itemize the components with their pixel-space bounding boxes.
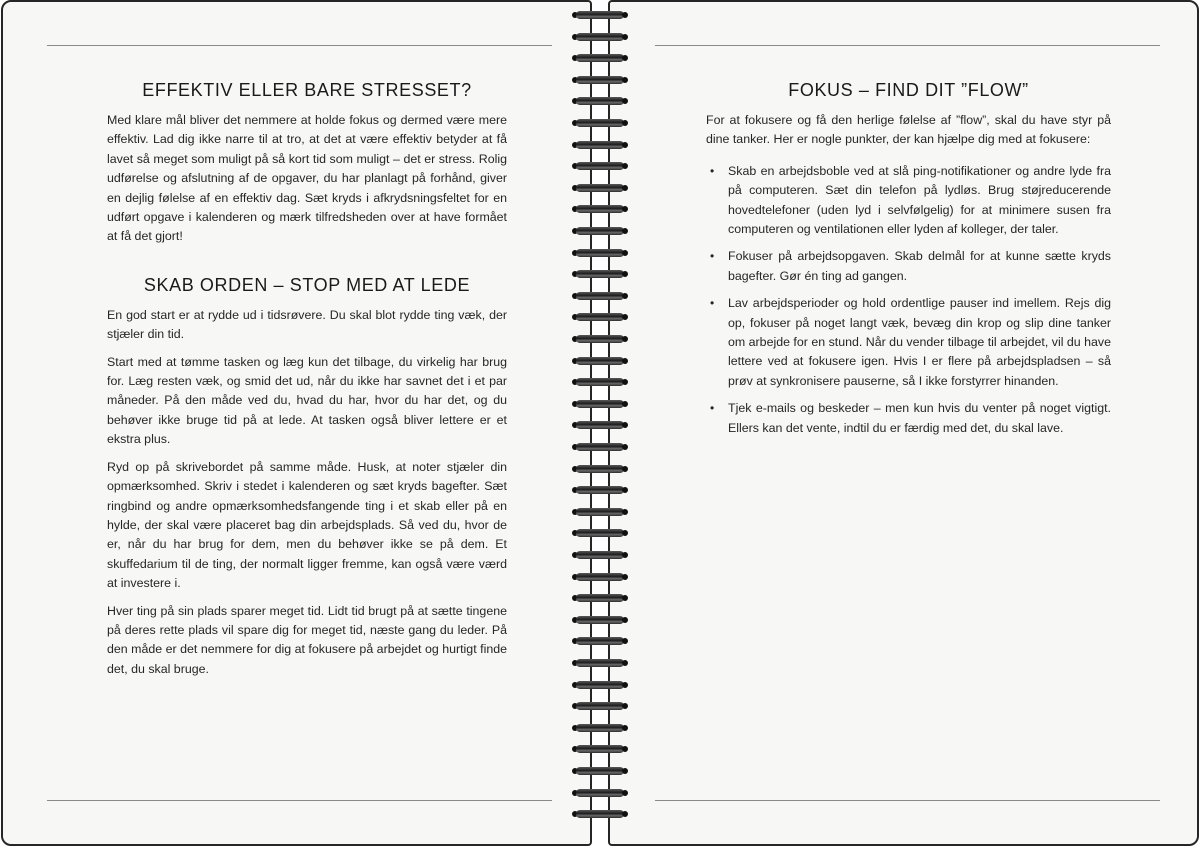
coil-wire (576, 724, 624, 732)
coil-wire (576, 443, 624, 451)
coil-wire (576, 184, 624, 192)
binding-hole (622, 487, 628, 493)
binding-hole (622, 250, 628, 256)
spiral-coil (572, 464, 628, 475)
bullet-icon: • (710, 296, 715, 311)
binding-hole (622, 617, 628, 623)
spiral-coil (572, 485, 628, 496)
left-page (1, 0, 592, 846)
binding-hole (622, 142, 628, 148)
spiral-coil (572, 701, 628, 712)
coil-wire (576, 529, 624, 537)
spiral-coil (572, 615, 628, 626)
binding-hole (622, 401, 628, 407)
coil-wire (576, 249, 624, 257)
coil-wire (576, 54, 624, 62)
spiral-coil (572, 593, 628, 604)
list-item (706, 294, 1111, 391)
coil-wire (576, 486, 624, 494)
spiral-coil (572, 809, 628, 820)
list-item-text: Lav arbejdsperioder og hold ordentlige pauser ind imellem. Rejs dig op, fokuser på noget langt væk, bevæg din krop og slip dine tanker om arbejde for en stund. Når du vender tilbage til arbejdet, vil du have lettere ved at fokusere igen. Hvis I er flere på arbejdspladsen – så prøv at synkronisere pauserne, så I ikke forstyrrer hinanden. (728, 296, 1111, 388)
spiral-coil (572, 183, 628, 194)
spiral-coil (572, 96, 628, 107)
spiral-coil (572, 420, 628, 431)
coil-wire (576, 551, 624, 559)
spiral-coil (572, 507, 628, 518)
bullet-icon: • (710, 163, 715, 178)
spiral-coil (572, 140, 628, 151)
section-fokus (706, 80, 1111, 438)
spiral-coil (572, 442, 628, 453)
spiral-coil (572, 118, 628, 129)
coil-wire (576, 810, 624, 818)
coil-wire (576, 508, 624, 516)
binding-hole (622, 811, 628, 817)
binding-hole (622, 444, 628, 450)
list-item-text: Skab en arbejdsboble ved at slå ping-notifikationer og andre lyde fra på computeren. Sæt din telefon på lydløs. Brug støjreducerende hovedtelefoner (uden lyd i selvfølgelig) for at minimere susen fra computeren og ventilationen eller lyden af kolleger, der taler. (728, 163, 1111, 237)
paragraph: Ryd op på skrivebordet på samme måde. Husk, at noter stjæler din opmærksomhed. Skriv i stedet i kalenderen og sæt kryds bagefter. Sæt ringbind og andre opmærksomhedsfangende ting i et skab eller på en hylde, der skal være placeret bag din arbejdsplads. Så ved du, hvor de er, når du har brug for dem, men du behøver ikke se på dem. Et skuffedarium til de ting, der normalt ligger fremme, kan også være værd at investere i. (107, 459, 507, 591)
coil-wire (576, 97, 624, 105)
coil-wire (576, 270, 624, 278)
binding-hole (622, 379, 628, 385)
spiral-coil (572, 572, 628, 583)
binding-hole (622, 552, 628, 558)
coil-wire (576, 11, 624, 19)
coil-wire (576, 465, 624, 473)
binding-hole (622, 314, 628, 320)
bottom-rule (655, 800, 1160, 801)
spiral-coil (572, 204, 628, 215)
spiral-coil (572, 550, 628, 561)
binding-hole (622, 746, 628, 752)
binding-hole (622, 185, 628, 191)
coil-wire (576, 400, 624, 408)
coil-wire (576, 162, 624, 170)
binding-hole (622, 98, 628, 104)
paragraph: Hver ting på sin plads sparer meget tid. Lidt tid brugt på at sætte tingene på deres rette plads vil spare dig for meget tid, næste gang du leder. På den måde er det nemmere for dig at fokusere på arbejdet og hurtigt finde det, du skal bruge. (107, 603, 507, 676)
paragraph: Start med at tømme tasken og læg kun det tilbage, du virkelig har brug for. Læg resten væk, og smid det ud, når du ikke har savnet det i et par måneder. På den måde ved du, hvad du har, hvor du har det, og du behøver ikke bruge tid på at lede. At tasken også bliver lettere er et ekstra plus. (107, 354, 507, 447)
list-item-text: Fokuser på arbejdsopgaven. Skab delmål for at kunne sætte kryds bagefter. Gør én ting ad gangen. (728, 249, 1111, 283)
binding-hole (622, 509, 628, 515)
binding-hole (622, 55, 628, 61)
coil-wire (576, 141, 624, 149)
spiral-coil (572, 291, 628, 302)
coil-wire (576, 76, 624, 84)
spiral-coil (572, 334, 628, 345)
paragraph: En god start er at rydde ud i tidsrøvere. Du skal blot rydde ting væk, der stjæler din tid. (107, 307, 507, 342)
binding-hole (622, 595, 628, 601)
coil-wire (576, 573, 624, 581)
binding-hole (622, 703, 628, 709)
coil-wire (576, 745, 624, 753)
section-skab-orden (107, 275, 507, 679)
section-title: FOKUS – FIND DIT ”FLOW” (788, 80, 1029, 100)
spiral-coil (572, 248, 628, 259)
section-effektiv (107, 80, 507, 247)
spiral-coil (572, 788, 628, 799)
coil-wire (576, 119, 624, 127)
binding-hole (622, 120, 628, 126)
binding-hole (622, 682, 628, 688)
spiral-coil (572, 226, 628, 237)
spiral-coil (572, 528, 628, 539)
spiral-coil (572, 680, 628, 691)
coil-wire (576, 378, 624, 386)
paragraph: Med klare mål bliver det nemmere at holde fokus og dermed være mere effektiv. Lad dig ikke narre til at tro, at det at være effektiv betyder at få lavet så meget som muligt på så kort tid som muligt – det er stress. Rolig udførelse og afslutning af de opgaver, du har planlagt på forhånd, giver en dejlig følelse af en effektiv dag. Sæt kryds i afkrydsningsfeltet for en udført opgave i kalenderen og mærk tilfredsheden over at have formået at få det gjort! (107, 113, 507, 244)
spiral-coil (572, 658, 628, 669)
coil-wire (576, 659, 624, 667)
spiral-coil (572, 399, 628, 410)
top-rule (655, 45, 1160, 46)
spiral-coil (572, 75, 628, 86)
spiral-coil (572, 269, 628, 280)
left-page-content (107, 80, 507, 687)
spiral-coil (572, 377, 628, 388)
coil-wire (576, 33, 624, 41)
binding-hole (622, 574, 628, 580)
coil-wire (576, 313, 624, 321)
list-item (706, 162, 1111, 240)
binding-hole (622, 638, 628, 644)
spiral-coil (572, 53, 628, 64)
spiral-coil (572, 312, 628, 323)
binding-hole (622, 206, 628, 212)
coil-wire (576, 681, 624, 689)
binding-hole (622, 34, 628, 40)
bullet-list (706, 162, 1111, 438)
coil-wire (576, 767, 624, 775)
binding-hole (622, 228, 628, 234)
top-rule (47, 45, 552, 46)
spiral-coil (572, 32, 628, 43)
list-item (706, 247, 1111, 286)
binding-hole (622, 336, 628, 342)
binding-hole (622, 768, 628, 774)
binding-hole (622, 530, 628, 536)
list-item (706, 399, 1111, 438)
bottom-rule (47, 800, 552, 801)
spiral-coil (572, 636, 628, 647)
binding-hole (622, 12, 628, 18)
binding-hole (622, 422, 628, 428)
binding-hole (622, 660, 628, 666)
coil-wire (576, 335, 624, 343)
coil-wire (576, 702, 624, 710)
coil-wire (576, 205, 624, 213)
binding-hole (622, 293, 628, 299)
list-item-text: Tjek e-mails og beskeder – men kun hvis du venter på noget vigtigt. Ellers kan det vente, indtil du er færdig med det, du skal lave. (728, 401, 1111, 435)
binding-hole (622, 77, 628, 83)
coil-wire (576, 292, 624, 300)
coil-wire (576, 227, 624, 235)
coil-wire (576, 357, 624, 365)
binding-hole (622, 790, 628, 796)
spiral-coil (572, 744, 628, 755)
binding-hole (622, 466, 628, 472)
coil-wire (576, 789, 624, 797)
binding-hole (622, 358, 628, 364)
spiral-coil (572, 10, 628, 21)
binding-hole (622, 725, 628, 731)
spiral-binding (572, 10, 628, 838)
binding-hole (622, 271, 628, 277)
coil-wire (576, 637, 624, 645)
section-title: SKAB ORDEN – STOP MED AT LEDE (143, 274, 471, 295)
coil-wire (576, 594, 624, 602)
binding-hole (622, 163, 628, 169)
section-title: EFFEKTIV ELLER BARE STRESSET? (142, 80, 472, 100)
coil-wire (576, 616, 624, 624)
right-page-content (706, 80, 1111, 446)
spiral-coil (572, 356, 628, 367)
intro-paragraph: For at fokusere og få den herlige følelse af ”flow”, skal du have styr på dine tanker. Her er nogle punkter, der kan hjælpe dig med at fokusere: (706, 113, 1111, 147)
spiral-coil (572, 723, 628, 734)
coil-wire (576, 421, 624, 429)
right-page (608, 0, 1199, 846)
spiral-coil (572, 161, 628, 172)
spiral-coil (572, 766, 628, 777)
bullet-icon: • (710, 401, 715, 416)
bullet-icon: • (710, 249, 715, 264)
